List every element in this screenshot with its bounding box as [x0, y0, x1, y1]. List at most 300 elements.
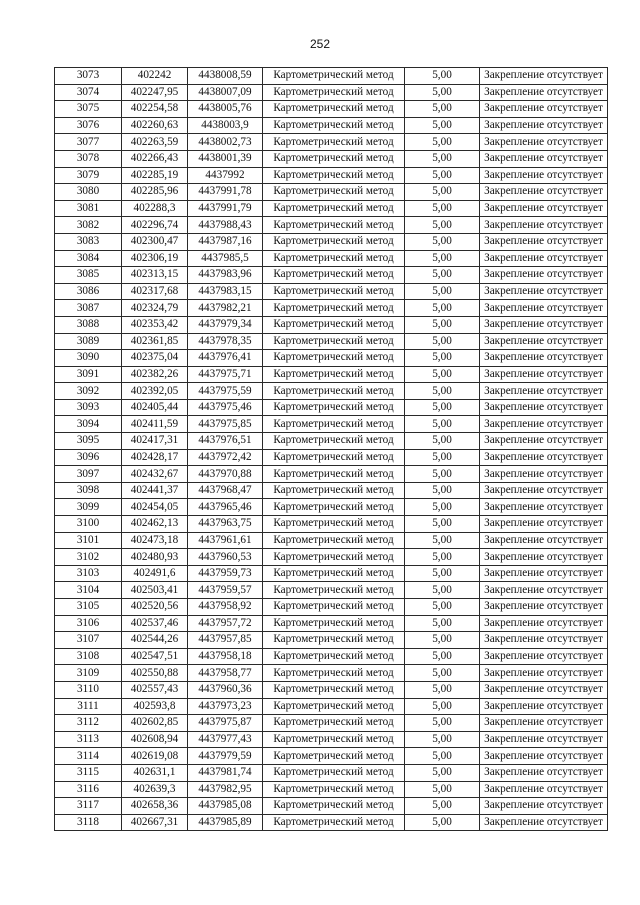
point-number-cell: 3098	[55, 482, 122, 499]
fixation-cell: Закрепление отсутствует	[480, 582, 608, 599]
table-row	[55, 316, 608, 333]
accuracy-cell: 5,00	[405, 150, 480, 167]
accuracy-cell: 5,00	[405, 549, 480, 566]
table-row	[55, 449, 608, 466]
method-cell: Картометрический метод	[263, 449, 405, 466]
table-row	[55, 798, 608, 815]
point-number-cell: 3097	[55, 466, 122, 483]
point-number-cell: 3089	[55, 333, 122, 350]
accuracy-cell: 5,00	[405, 399, 480, 416]
y-coordinate-cell: 4437959,57	[188, 582, 263, 599]
x-coordinate-cell: 402392,05	[122, 383, 188, 400]
method-cell: Картометрический метод	[263, 814, 405, 831]
accuracy-cell: 5,00	[405, 599, 480, 616]
point-number-cell: 3100	[55, 516, 122, 533]
table-row	[55, 632, 608, 649]
method-cell: Картометрический метод	[263, 167, 405, 184]
method-cell: Картометрический метод	[263, 798, 405, 815]
x-coordinate-cell: 402602,85	[122, 715, 188, 732]
accuracy-cell: 5,00	[405, 300, 480, 317]
x-coordinate-cell: 402405,44	[122, 399, 188, 416]
fixation-cell: Закрепление отсутствует	[480, 781, 608, 798]
x-coordinate-cell: 402480,93	[122, 549, 188, 566]
method-cell: Картометрический метод	[263, 399, 405, 416]
point-number-cell: 3096	[55, 449, 122, 466]
accuracy-cell: 5,00	[405, 516, 480, 533]
x-coordinate-cell: 402619,08	[122, 748, 188, 765]
method-cell: Картометрический метод	[263, 117, 405, 134]
table-row	[55, 350, 608, 367]
method-cell: Картометрический метод	[263, 184, 405, 201]
table-row	[55, 283, 608, 300]
point-number-cell: 3077	[55, 134, 122, 151]
accuracy-cell: 5,00	[405, 184, 480, 201]
y-coordinate-cell: 4437963,75	[188, 516, 263, 533]
accuracy-cell: 5,00	[405, 814, 480, 831]
accuracy-cell: 5,00	[405, 267, 480, 284]
table-row	[55, 267, 608, 284]
x-coordinate-cell: 402593,8	[122, 698, 188, 715]
x-coordinate-cell: 402417,31	[122, 433, 188, 450]
method-cell: Картометрический метод	[263, 565, 405, 582]
table-row	[55, 615, 608, 632]
table-row	[55, 565, 608, 582]
method-cell: Картометрический метод	[263, 150, 405, 167]
point-number-cell: 3115	[55, 764, 122, 781]
fixation-cell: Закрепление отсутствует	[480, 267, 608, 284]
fixation-cell: Закрепление отсутствует	[480, 731, 608, 748]
y-coordinate-cell: 4437957,72	[188, 615, 263, 632]
point-number-cell: 3102	[55, 549, 122, 566]
method-cell: Картометрический метод	[263, 366, 405, 383]
point-number-cell: 3087	[55, 300, 122, 317]
x-coordinate-cell: 402441,37	[122, 482, 188, 499]
method-cell: Картометрический метод	[263, 300, 405, 317]
fixation-cell: Закрепление отсутствует	[480, 150, 608, 167]
accuracy-cell: 5,00	[405, 764, 480, 781]
y-coordinate-cell: 4437976,41	[188, 350, 263, 367]
y-coordinate-cell: 4437958,92	[188, 599, 263, 616]
x-coordinate-cell: 402550,88	[122, 665, 188, 682]
x-coordinate-cell: 402608,94	[122, 731, 188, 748]
table-row	[55, 383, 608, 400]
method-cell: Картометрический метод	[263, 233, 405, 250]
y-coordinate-cell: 4437975,46	[188, 399, 263, 416]
point-number-cell: 3093	[55, 399, 122, 416]
table-row	[55, 200, 608, 217]
x-coordinate-cell: 402411,59	[122, 416, 188, 433]
point-number-cell: 3112	[55, 715, 122, 732]
x-coordinate-cell: 402547,51	[122, 648, 188, 665]
method-cell: Картометрический метод	[263, 764, 405, 781]
fixation-cell: Закрепление отсутствует	[480, 300, 608, 317]
point-number-cell: 3085	[55, 267, 122, 284]
fixation-cell: Закрепление отсутствует	[480, 482, 608, 499]
y-coordinate-cell: 4437970,88	[188, 466, 263, 483]
method-cell: Картометрический метод	[263, 632, 405, 649]
table-row	[55, 764, 608, 781]
y-coordinate-cell: 4437978,35	[188, 333, 263, 350]
method-cell: Картометрический метод	[263, 333, 405, 350]
fixation-cell: Закрепление отсутствует	[480, 715, 608, 732]
y-coordinate-cell: 4437959,73	[188, 565, 263, 582]
y-coordinate-cell: 4437961,61	[188, 532, 263, 549]
table-row	[55, 101, 608, 118]
accuracy-cell: 5,00	[405, 698, 480, 715]
table-row	[55, 333, 608, 350]
x-coordinate-cell: 402242	[122, 68, 188, 85]
x-coordinate-cell: 402296,74	[122, 217, 188, 234]
y-coordinate-cell: 4437968,47	[188, 482, 263, 499]
method-cell: Картометрический метод	[263, 68, 405, 85]
accuracy-cell: 5,00	[405, 101, 480, 118]
accuracy-cell: 5,00	[405, 333, 480, 350]
x-coordinate-cell: 402266,43	[122, 150, 188, 167]
accuracy-cell: 5,00	[405, 84, 480, 101]
fixation-cell: Закрепление отсутствует	[480, 615, 608, 632]
table-row	[55, 748, 608, 765]
table-row	[55, 532, 608, 549]
accuracy-cell: 5,00	[405, 482, 480, 499]
y-coordinate-cell: 4438001,39	[188, 150, 263, 167]
y-coordinate-cell: 4437985,89	[188, 814, 263, 831]
point-number-cell: 3075	[55, 101, 122, 118]
point-number-cell: 3083	[55, 233, 122, 250]
y-coordinate-cell: 4437983,96	[188, 267, 263, 284]
fixation-cell: Закрепление отсутствует	[480, 68, 608, 85]
point-number-cell: 3086	[55, 283, 122, 300]
accuracy-cell: 5,00	[405, 383, 480, 400]
accuracy-cell: 5,00	[405, 350, 480, 367]
table-row	[55, 731, 608, 748]
method-cell: Картометрический метод	[263, 748, 405, 765]
method-cell: Картометрический метод	[263, 466, 405, 483]
point-number-cell: 3109	[55, 665, 122, 682]
point-number-cell: 3074	[55, 84, 122, 101]
table-row	[55, 217, 608, 234]
point-number-cell: 3094	[55, 416, 122, 433]
method-cell: Картометрический метод	[263, 499, 405, 516]
fixation-cell: Закрепление отсутствует	[480, 333, 608, 350]
y-coordinate-cell: 4437982,21	[188, 300, 263, 317]
point-number-cell: 3101	[55, 532, 122, 549]
accuracy-cell: 5,00	[405, 798, 480, 815]
point-number-cell: 3104	[55, 582, 122, 599]
table-row	[55, 250, 608, 267]
fixation-cell: Закрепление отсутствует	[480, 665, 608, 682]
y-coordinate-cell: 4437987,16	[188, 233, 263, 250]
point-number-cell: 3106	[55, 615, 122, 632]
accuracy-cell: 5,00	[405, 665, 480, 682]
fixation-cell: Закрепление отсутствует	[480, 798, 608, 815]
x-coordinate-cell: 402491,6	[122, 565, 188, 582]
fixation-cell: Закрепление отсутствует	[480, 499, 608, 516]
fixation-cell: Закрепление отсутствует	[480, 350, 608, 367]
fixation-cell: Закрепление отсутствует	[480, 565, 608, 582]
point-number-cell: 3105	[55, 599, 122, 616]
x-coordinate-cell: 402658,36	[122, 798, 188, 815]
x-coordinate-cell: 402247,95	[122, 84, 188, 101]
fixation-cell: Закрепление отсутствует	[480, 532, 608, 549]
table-row	[55, 681, 608, 698]
point-number-cell: 3114	[55, 748, 122, 765]
y-coordinate-cell: 4437991,78	[188, 184, 263, 201]
method-cell: Картометрический метод	[263, 200, 405, 217]
x-coordinate-cell: 402361,85	[122, 333, 188, 350]
x-coordinate-cell: 402537,46	[122, 615, 188, 632]
table-row	[55, 117, 608, 134]
point-number-cell: 3107	[55, 632, 122, 649]
x-coordinate-cell: 402557,43	[122, 681, 188, 698]
x-coordinate-cell: 402263,59	[122, 134, 188, 151]
accuracy-cell: 5,00	[405, 117, 480, 134]
y-coordinate-cell: 4437975,59	[188, 383, 263, 400]
fixation-cell: Закрепление отсутствует	[480, 764, 608, 781]
fixation-cell: Закрепление отсутствует	[480, 681, 608, 698]
point-number-cell: 3090	[55, 350, 122, 367]
table-row	[55, 300, 608, 317]
accuracy-cell: 5,00	[405, 200, 480, 217]
y-coordinate-cell: 4437975,85	[188, 416, 263, 433]
table-row	[55, 233, 608, 250]
point-number-cell: 3088	[55, 316, 122, 333]
table-row	[55, 814, 608, 831]
method-cell: Картометрический метод	[263, 781, 405, 798]
y-coordinate-cell: 4437982,95	[188, 781, 263, 798]
y-coordinate-cell: 4437957,85	[188, 632, 263, 649]
point-number-cell: 3076	[55, 117, 122, 134]
fixation-cell: Закрепление отсутствует	[480, 516, 608, 533]
table-row	[55, 715, 608, 732]
y-coordinate-cell: 4437985,5	[188, 250, 263, 267]
x-coordinate-cell: 402313,15	[122, 267, 188, 284]
fixation-cell: Закрепление отсутствует	[480, 383, 608, 400]
table-row	[55, 549, 608, 566]
y-coordinate-cell: 4437958,18	[188, 648, 263, 665]
point-number-cell: 3095	[55, 433, 122, 450]
table-row	[55, 416, 608, 433]
accuracy-cell: 5,00	[405, 466, 480, 483]
x-coordinate-cell: 402462,13	[122, 516, 188, 533]
x-coordinate-cell: 402288,3	[122, 200, 188, 217]
method-cell: Картометрический метод	[263, 383, 405, 400]
fixation-cell: Закрепление отсутствует	[480, 366, 608, 383]
fixation-cell: Закрепление отсутствует	[480, 184, 608, 201]
table-row	[55, 599, 608, 616]
method-cell: Картометрический метод	[263, 416, 405, 433]
accuracy-cell: 5,00	[405, 715, 480, 732]
table-row	[55, 482, 608, 499]
method-cell: Картометрический метод	[263, 350, 405, 367]
method-cell: Картометрический метод	[263, 665, 405, 682]
fixation-cell: Закрепление отсутствует	[480, 84, 608, 101]
x-coordinate-cell: 402300,47	[122, 233, 188, 250]
point-number-cell: 3118	[55, 814, 122, 831]
table-row	[55, 516, 608, 533]
method-cell: Картометрический метод	[263, 549, 405, 566]
point-number-cell: 3082	[55, 217, 122, 234]
accuracy-cell: 5,00	[405, 565, 480, 582]
y-coordinate-cell: 4437960,36	[188, 681, 263, 698]
accuracy-cell: 5,00	[405, 433, 480, 450]
x-coordinate-cell: 402544,26	[122, 632, 188, 649]
x-coordinate-cell: 402503,41	[122, 582, 188, 599]
x-coordinate-cell: 402324,79	[122, 300, 188, 317]
x-coordinate-cell: 402520,56	[122, 599, 188, 616]
accuracy-cell: 5,00	[405, 283, 480, 300]
y-coordinate-cell: 4437977,43	[188, 731, 263, 748]
table-row	[55, 582, 608, 599]
y-coordinate-cell: 4437975,71	[188, 366, 263, 383]
method-cell: Картометрический метод	[263, 134, 405, 151]
table-row	[55, 665, 608, 682]
x-coordinate-cell: 402432,67	[122, 466, 188, 483]
point-number-cell: 3099	[55, 499, 122, 516]
fixation-cell: Закрепление отсутствует	[480, 200, 608, 217]
method-cell: Картометрический метод	[263, 101, 405, 118]
accuracy-cell: 5,00	[405, 167, 480, 184]
method-cell: Картометрический метод	[263, 715, 405, 732]
fixation-cell: Закрепление отсутствует	[480, 316, 608, 333]
method-cell: Картометрический метод	[263, 283, 405, 300]
y-coordinate-cell: 4438008,59	[188, 68, 263, 85]
accuracy-cell: 5,00	[405, 499, 480, 516]
x-coordinate-cell: 402454,05	[122, 499, 188, 516]
x-coordinate-cell: 402639,3	[122, 781, 188, 798]
x-coordinate-cell: 402382,26	[122, 366, 188, 383]
fixation-cell: Закрепление отсутствует	[480, 698, 608, 715]
point-number-cell: 3110	[55, 681, 122, 698]
fixation-cell: Закрепление отсутствует	[480, 599, 608, 616]
point-number-cell: 3078	[55, 150, 122, 167]
fixation-cell: Закрепление отсутствует	[480, 416, 608, 433]
x-coordinate-cell: 402631,1	[122, 764, 188, 781]
y-coordinate-cell: 4437983,15	[188, 283, 263, 300]
page-number: 252	[309, 37, 331, 51]
y-coordinate-cell: 4437979,59	[188, 748, 263, 765]
fixation-cell: Закрепление отсутствует	[480, 466, 608, 483]
point-number-cell: 3111	[55, 698, 122, 715]
y-coordinate-cell: 4437992	[188, 167, 263, 184]
table-row	[55, 68, 608, 85]
fixation-cell: Закрепление отсутствует	[480, 117, 608, 134]
table-row	[55, 499, 608, 516]
fixation-cell: Закрепление отсутствует	[480, 283, 608, 300]
y-coordinate-cell: 4437988,43	[188, 217, 263, 234]
point-number-cell: 3108	[55, 648, 122, 665]
table-row	[55, 84, 608, 101]
y-coordinate-cell: 4437972,42	[188, 449, 263, 466]
table-row	[55, 167, 608, 184]
x-coordinate-cell: 402428,17	[122, 449, 188, 466]
y-coordinate-cell: 4438005,76	[188, 101, 263, 118]
point-number-cell: 3092	[55, 383, 122, 400]
method-cell: Картометрический метод	[263, 648, 405, 665]
method-cell: Картометрический метод	[263, 681, 405, 698]
fixation-cell: Закрепление отсутствует	[480, 549, 608, 566]
point-number-cell: 3113	[55, 731, 122, 748]
accuracy-cell: 5,00	[405, 217, 480, 234]
fixation-cell: Закрепление отсутствует	[480, 233, 608, 250]
y-coordinate-cell: 4437975,87	[188, 715, 263, 732]
y-coordinate-cell: 4438007,09	[188, 84, 263, 101]
x-coordinate-cell: 402667,31	[122, 814, 188, 831]
method-cell: Картометрический метод	[263, 267, 405, 284]
y-coordinate-cell: 4437991,79	[188, 200, 263, 217]
accuracy-cell: 5,00	[405, 532, 480, 549]
y-coordinate-cell: 4437985,08	[188, 798, 263, 815]
accuracy-cell: 5,00	[405, 68, 480, 85]
fixation-cell: Закрепление отсутствует	[480, 449, 608, 466]
method-cell: Картометрический метод	[263, 731, 405, 748]
accuracy-cell: 5,00	[405, 233, 480, 250]
method-cell: Картометрический метод	[263, 84, 405, 101]
fixation-cell: Закрепление отсутствует	[480, 748, 608, 765]
fixation-cell: Закрепление отсутствует	[480, 433, 608, 450]
y-coordinate-cell: 4437965,46	[188, 499, 263, 516]
fixation-cell: Закрепление отсутствует	[480, 101, 608, 118]
point-number-cell: 3116	[55, 781, 122, 798]
point-number-cell: 3117	[55, 798, 122, 815]
y-coordinate-cell: 4437979,34	[188, 316, 263, 333]
accuracy-cell: 5,00	[405, 366, 480, 383]
point-number-cell: 3103	[55, 565, 122, 582]
accuracy-cell: 5,00	[405, 781, 480, 798]
fixation-cell: Закрепление отсутствует	[480, 632, 608, 649]
x-coordinate-cell: 402260,63	[122, 117, 188, 134]
method-cell: Картометрический метод	[263, 482, 405, 499]
y-coordinate-cell: 4437958,77	[188, 665, 263, 682]
table-row	[55, 150, 608, 167]
x-coordinate-cell: 402473,18	[122, 532, 188, 549]
accuracy-cell: 5,00	[405, 416, 480, 433]
y-coordinate-cell: 4437973,23	[188, 698, 263, 715]
x-coordinate-cell: 402353,42	[122, 316, 188, 333]
point-number-cell: 3079	[55, 167, 122, 184]
accuracy-cell: 5,00	[405, 582, 480, 599]
accuracy-cell: 5,00	[405, 748, 480, 765]
method-cell: Картометрический метод	[263, 698, 405, 715]
y-coordinate-cell: 4438003,9	[188, 117, 263, 134]
point-number-cell: 3073	[55, 68, 122, 85]
accuracy-cell: 5,00	[405, 449, 480, 466]
table-row	[55, 433, 608, 450]
method-cell: Картометрический метод	[263, 516, 405, 533]
x-coordinate-cell: 402317,68	[122, 283, 188, 300]
x-coordinate-cell: 402285,19	[122, 167, 188, 184]
coordinates-table	[54, 67, 608, 831]
table-body	[55, 68, 608, 831]
fixation-cell: Закрепление отсутствует	[480, 167, 608, 184]
accuracy-cell: 5,00	[405, 250, 480, 267]
accuracy-cell: 5,00	[405, 648, 480, 665]
table-row	[55, 698, 608, 715]
method-cell: Картометрический метод	[263, 599, 405, 616]
method-cell: Картометрический метод	[263, 217, 405, 234]
fixation-cell: Закрепление отсутствует	[480, 217, 608, 234]
fixation-cell: Закрепление отсутствует	[480, 648, 608, 665]
table-row	[55, 466, 608, 483]
point-number-cell: 3081	[55, 200, 122, 217]
y-coordinate-cell: 4438002,73	[188, 134, 263, 151]
x-coordinate-cell: 402254,58	[122, 101, 188, 118]
method-cell: Картометрический метод	[263, 615, 405, 632]
method-cell: Картометрический метод	[263, 316, 405, 333]
fixation-cell: Закрепление отсутствует	[480, 250, 608, 267]
table-row	[55, 648, 608, 665]
fixation-cell: Закрепление отсутствует	[480, 814, 608, 831]
x-coordinate-cell: 402375,04	[122, 350, 188, 367]
